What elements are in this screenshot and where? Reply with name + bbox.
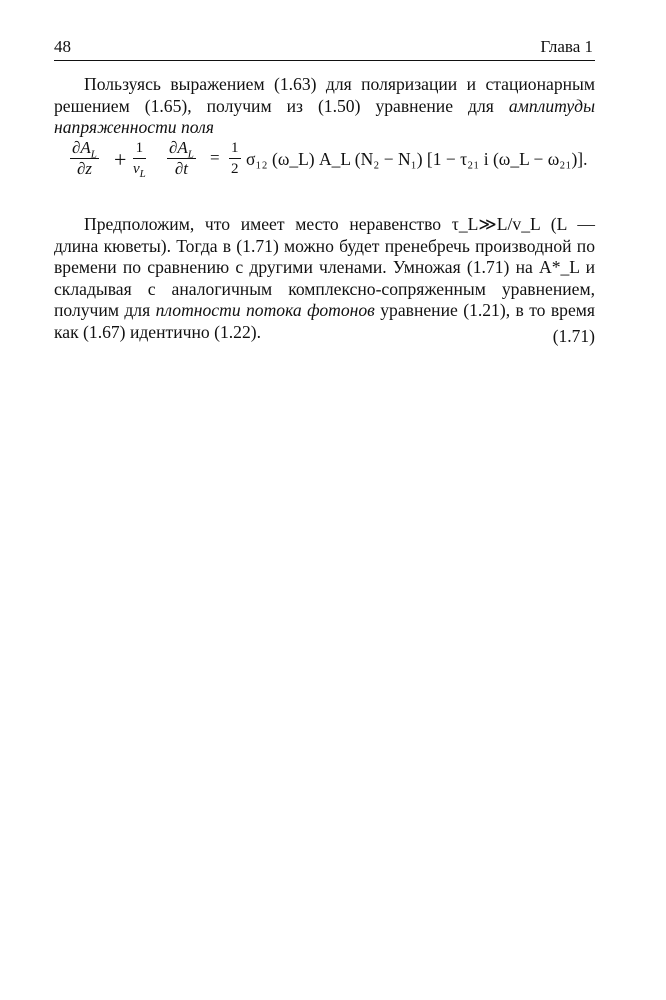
fraction-dAL-dt	[167, 139, 196, 178]
frac2-denominator: v	[133, 161, 140, 177]
paragraph-2-part1: Предположим, что имеет место неравенство τ_L≫L/v_L (L — длина кюветы). Тогда в (1.71) можно будет пренебречь производной по времени по сравнению с другими членами. Умножая (1.71) на A*_L и складывая с аналогичным комплексно-сопряженным уравнением, получим для	[54, 214, 595, 320]
frac3-numerator: ∂A	[169, 138, 188, 157]
fraction-dAL-dz	[70, 139, 99, 178]
chapter-label: Глава 1	[540, 37, 593, 56]
frac4-numerator: 1	[229, 139, 241, 159]
frac1-numerator: ∂A	[72, 138, 91, 157]
frac3-denominator: ∂t	[174, 159, 189, 178]
header-rule	[54, 60, 595, 61]
fraction-one-half	[229, 139, 241, 178]
frac4-denominator: 2	[231, 161, 239, 177]
frac3-numerator-sub: L	[187, 148, 194, 161]
paragraph-2	[54, 214, 595, 343]
paragraph-2-italic: плотности потока фотонов	[155, 300, 375, 320]
equation-right-side: σ₁₂ (ω_L) A_L (N₂ − N₁) [1 − τ₂₁ i (ω_L − ω₂₁)].	[246, 149, 588, 169]
equals-sign: =	[210, 148, 220, 167]
equation-number: (1.71)	[552, 326, 595, 346]
frac1-numerator-sub: L	[90, 148, 97, 161]
page-number: 48	[54, 37, 71, 56]
plus-sign: +	[114, 147, 127, 172]
fraction-1-vL	[133, 139, 146, 178]
paragraph-1-italic: амплитуды напряженности поля	[54, 95, 595, 137]
page-header	[54, 36, 595, 62]
frac1-denominator: ∂z	[76, 159, 92, 178]
paragraph-1	[54, 74, 595, 139]
frac2-numerator: 1	[133, 139, 146, 159]
paragraph-1-text: Пользуясь выражением (1.63) для поляризации и стационарным решением (1.65), получим из (1.50) уравнение для	[54, 74, 595, 116]
paragraph-2-part2: уравнение (1.21), в то время как (1.67) идентично (1.22).	[54, 300, 596, 342]
frac2-denominator-sub: L	[139, 168, 146, 180]
